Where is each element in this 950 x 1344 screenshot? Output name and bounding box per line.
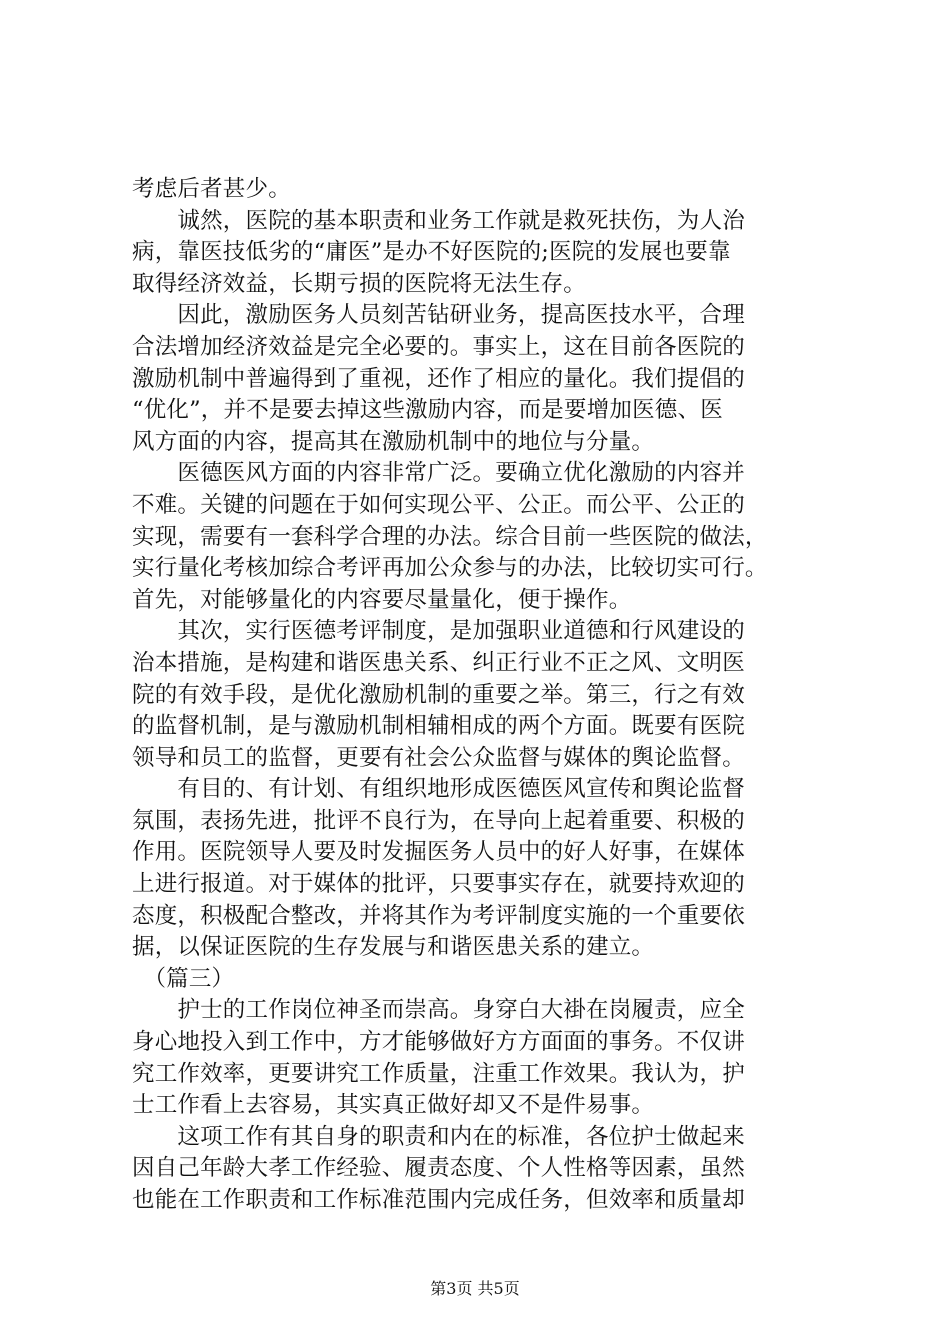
text-line: 治本措施，是构建和谐医患关系、纠正行业不正之风、文明医 [132, 649, 745, 676]
text-line: 考虑后者甚少。 [132, 176, 291, 202]
text-line: “优化”，并不是要去掉这些激励内容，而是要增加医德、医 [132, 397, 723, 424]
text-line: 身心地投入到工作中，方才能够做好方方面面的事务。不仅讲 [132, 1029, 745, 1056]
text-line: 实现，需要有一套科学合理的办法。综合目前一些医院的做法， [132, 523, 768, 550]
text-line: 其次，实行医德考评制度，是加强职业道德和行风建设的 [132, 618, 745, 645]
text-line: 领导和员工的监督，更要有社会公众监督与媒体的舆论监督。 [132, 744, 745, 771]
text-line: 合法增加经济效益是完全必要的。事实上，这在目前各医院的 [132, 333, 745, 360]
text-line: 氛围，表扬先进，批评不良行为，在导向上起着重要、积极的 [132, 807, 745, 834]
page-number-footer: 第3页 共5页 [430, 1279, 520, 1298]
text-line: 态度，积极配合整改，并将其作为考评制度实施的一个重要依 [132, 902, 745, 929]
text-line: 病，靠医技低劣的“庸医”是办不好医院的;医院的发展也要靠 [132, 239, 731, 266]
text-line: 的监督机制，是与激励机制相辅相成的两个方面。既要有医院 [132, 713, 745, 740]
text-line: 因此，激励医务人员刻苦钻研业务，提高医技水平，合理 [132, 302, 745, 329]
text-line: 究工作效率，更要讲究工作质量，注重工作效果。我认为，护 [132, 1060, 745, 1087]
text-line: 护士的工作岗位神圣而崇高。身穿白大褂在岗履责，应全 [132, 997, 745, 1024]
text-line: 医德医风方面的内容非常广泛。要确立优化激励的内容并 [132, 460, 745, 487]
document-body [132, 174, 826, 1217]
text-line: 作用。医院领导人要及时发掘医务人员中的好人好事，在媒体 [132, 839, 745, 866]
text-line: 也能在工作职责和工作标准范围内完成任务，但效率和质量却 [132, 1187, 745, 1213]
text-line: 不难。关键的问题在于如何实现公平、公正。而公平、公正的 [132, 491, 745, 518]
text-line: 风方面的内容，提高其在激励机制中的地位与分量。 [132, 428, 655, 455]
section-heading: （篇三） [132, 965, 235, 992]
text-line: 实行量化考核加综合考评再加公众参与的办法，比较切实可行。 [132, 555, 768, 582]
text-line: 有目的、有计划、有组织地形成医德医风宣传和舆论监督 [132, 776, 745, 803]
text-line: 取得经济效益，长期亏损的医院将无法生存。 [132, 270, 587, 297]
text-line: 因自己年龄大孝工作经验、履责态度、个人性格等因素，虽然 [132, 1155, 745, 1182]
text-line: 诚然，医院的基本职责和业务工作就是救死扶伤，为人治 [132, 207, 745, 234]
text-line: 士工作看上去容易，其实真正做好却又不是件易事。 [132, 1092, 655, 1119]
text-line: 院的有效手段，是优化激励机制的重要之举。第三，行之有效 [132, 681, 745, 708]
text-line: 据，以保证医院的生存发展与和谐医患关系的建立。 [132, 934, 655, 961]
text-line: 激励机制中普遍得到了重视，还作了相应的量化。我们提倡的 [132, 365, 745, 392]
text-line: 这项工作有其自身的职责和内在的标准，各位护士做起来 [132, 1123, 745, 1150]
text-line: 首先，对能够量化的内容要尽量量化，便于操作。 [132, 586, 632, 613]
text-line: 上进行报道。对于媒体的批评，只要事实存在，就要持欢迎的 [132, 871, 745, 898]
